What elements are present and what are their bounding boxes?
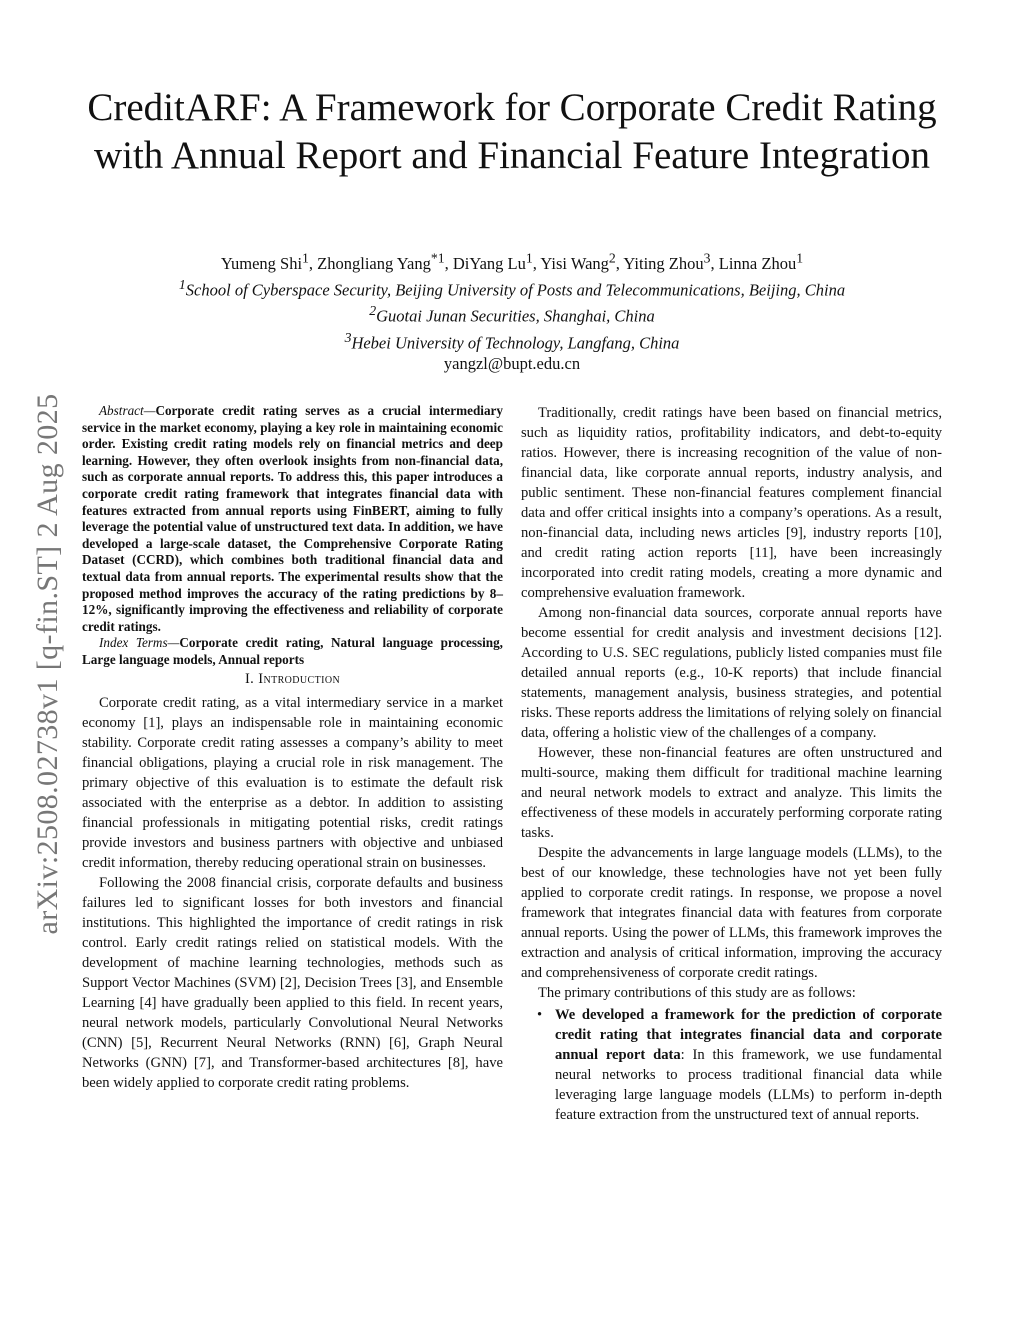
left-column <box>82 403 503 1093</box>
affiliation: $^2$Guotai Junan Securities, Shanghai, China <box>369 303 655 326</box>
body-paragraph: Among non-financial data sources, corporate annual reports have become essential for credit analysis and investment decisions [12]. According to U.S. SEC regulations, publicly listed companies must file detailed annual reports (e.g., 10-K reports) that include financial statements, management analysis, business strategies, and potential risks. These reports address the limitations of relying solely on financial data, offering a holistic view of the challenges of a company. <box>521 605 942 741</box>
author: Yisi Wang$^2$, <box>540 250 624 273</box>
author: DiYang Lu$^1$, <box>452 250 541 273</box>
affiliation: $^3$Hebei University of Technology, Langfang, China <box>344 329 680 352</box>
body-paragraph: Corporate credit rating, as a vital intermediary service in a market economy [1], plays an indispensable role in maintaining economic stability. Corporate credit rating assesses a company’s ability to meet financial obligations, playing a crucial role in risk management. The primary objective of this evaluation is to estimate the default risk associated with the enterprise as a debtor. In addition to assisting financial professionals in mitigating potential risks, credit ratings provide investors and business partners with objective and unbiased credit information, thereby reducing operational strain on businesses. <box>82 694 503 871</box>
body-paragraph: Traditionally, credit ratings have been based on financial metrics, such as liquidity ratios, profitability indicators, and debt-to-equity ratios. However, there is increasing recognition of the value of non-financial data, like corporate annual reports, industry analysis, and public sentiment. These non-financial features complement financial data and offer critical insights into a company’s operations. As a result, non-financial data, including news articles [9], industry reports [10], and credit rating action reports [11], have been increasingly incorporated into credit rating models, creating a more dynamic and comprehensive evaluation framework. <box>521 405 942 601</box>
author: Yiting Zhou$^3$, <box>623 250 719 273</box>
abstract-label: Abstract <box>99 403 144 418</box>
arxiv-watermark: arXiv:2508.02738v1 [q-fin.ST] 2 Aug 2025 <box>31 393 64 935</box>
index-terms-label: Index Terms <box>99 635 168 651</box>
section-heading-introduction: I. Introduction <box>244 670 341 687</box>
body-paragraph: Despite the advancements in large language models (LLMs), to the best of our knowledge, these technologies have not yet been fully applied to corporate credit ratings. In response, we propose a novel framework that integrates financial data with features from corporate annual reports. Using the power of LLMs, this framework improves the extraction and analysis of critical information, improving the accuracy and comprehensiveness of corporate credit ratings. <box>521 845 942 981</box>
contribution-list <box>521 1005 942 1125</box>
contribution-text: : In this framework, we use fundamental neural networks to process traditional financial data while leveraging large language models (LLMs) to perform in-depth feature extraction from the unstructured text of annual reports. <box>555 1047 943 1123</box>
author: Yumeng Shi$^1$, <box>220 250 318 273</box>
index-terms-text: Corporate credit rating, Natural language processing, Large language models, Annual reports <box>82 635 503 667</box>
body-paragraph: The primary contributions of this study are as follows: <box>538 985 856 1001</box>
author: Zhongliang Yang$^{*1}$, <box>317 250 453 273</box>
body-paragraph: Following the 2008 financial crisis, corporate defaults and business failures led to significant losses for both investors and financial institutions. This highlighted the importance of credit ratings in risk control. Early credit ratings relied on statistical models. With the development of machine learning technologies, methods such as Support Vector Machines (SVM) [2], Decision Trees [3], and Ensemble Learning [4] have gradually been applied to this field. In recent years, neural network models, particularly Convolutional Neural Networks (CNN) [5], Recurrent Neural Networks (RNN) [6], Graph Neural Networks (GNN) [7], and Transformer-based architectures [8], have been widely applied to corporate credit rating problems. <box>82 874 503 1091</box>
abstract: Abstract—Corporate credit rating serves as a crucial intermediary service in the market economy, playing a key role in maintaining economic order. Existing credit rating models rely on financial metrics and deep learning. However, they often overlook insights from non-financial data, such as corporate annual reports. To address this, this paper introduces a corporate credit rating framework that integrates financial data with features extracted from annual reports using FinBERT, aiming to fully leverage the potential value of unstructured text data. In addition, we have developed a large-scale dataset, the Comprehensive Corporate Rating Dataset (CCRD), which combines both traditional financial data and textual data from annual reports. The experimental results show that the proposed method improves the accuracy of the rating predictions by 8–12%, significantly improving the effectiveness and reliability of corporate credit ratings. <box>82 403 503 634</box>
author-list <box>82 247 942 274</box>
list-item <box>555 1005 942 1125</box>
contribution-highlight: We developed a framework for the prediction of corporate credit rating that integrates financial data and corporate annual report data <box>555 1007 942 1063</box>
abstract-text: Corporate credit rating serves as a crucial intermediary service in the market economy, playing a key role in maintaining economic order. Existing credit rating models rely on financial metrics and deep learning. However, they often overlook insights from non-financial data, such as corporate annual reports. To address this, this paper introduces a corporate credit rating framework that integrates financial data with features extracted from annual reports using FinBERT, aiming to fully leverage the potential value of unstructured text data. In addition, we have developed a large-scale dataset, the Comprehensive Corporate Rating Dataset (CCRD), which combines both traditional financial data and textual data from annual reports. The experimental results show that the proposed method improves the accuracy of the rating predictions by 8–12%, significantly improving the effectiveness and reliability of corporate credit ratings. <box>82 403 503 634</box>
author: Linna Zhou$^1$ <box>718 250 804 273</box>
contact-email[interactable]: yangzl@bupt.edu.cn <box>443 354 581 373</box>
affiliation: $^1$School of Cyberspace Security, Beijing University of Posts and Telecommunications, Beijing, China <box>178 276 846 299</box>
body-paragraph: However, these non-financial features are often unstructured and multi-source, making them difficult for traditional machine learning and neural network models to extract and analyze. This limits the effectiveness of these models in accurately performing corporate rating tasks. <box>521 745 942 841</box>
index-terms: Index Terms—Corporate credit rating, Natural language processing, Large language models, Annual reports <box>82 635 503 667</box>
paper-title: CreditARF: A Framework for Corporate Credit Rating with Annual Report and Financial Feature Integration <box>87 86 937 177</box>
right-column <box>521 403 942 1125</box>
author-block <box>82 247 942 374</box>
